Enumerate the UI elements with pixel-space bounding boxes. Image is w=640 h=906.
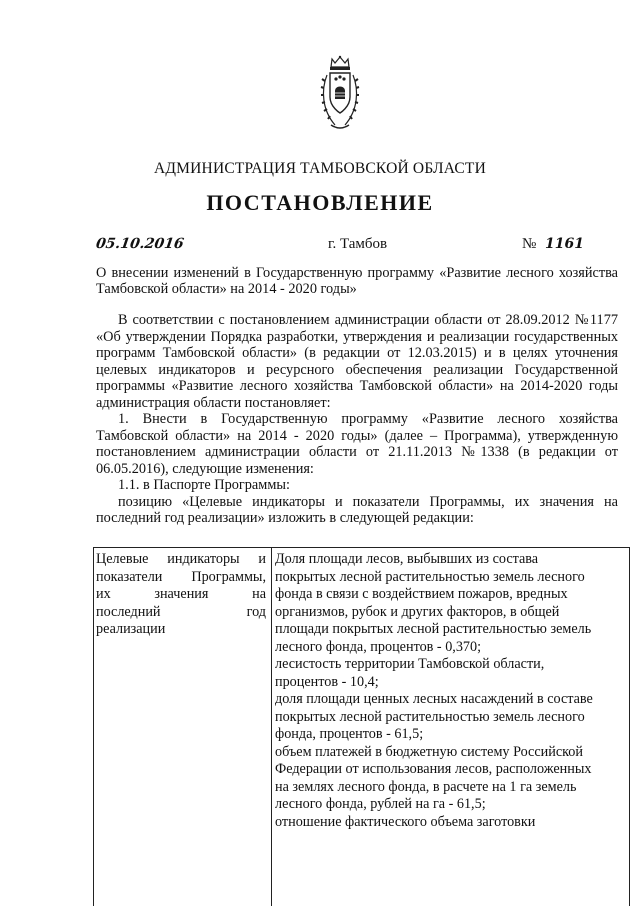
table-line: площади покрытых лесной растительностью земель: [275, 621, 592, 637]
table-line: на землях лесного фонда, в расчете на 1 га земель: [275, 778, 577, 795]
paragraph-position: позицию «Целевые индикаторы и показатели Программы, их значения на последний год реализации» изложить в следующей редакции:: [96, 493, 618, 526]
document-city: г. Тамбов: [328, 236, 388, 252]
table-line: последний год: [96, 603, 266, 620]
paragraph-item-1: 1. Внести в Государственную программу «Развитие лесного хозяйства Тамбовской области» на 2014 - 2020 годы» (далее – Программа), утвержденную постановлением администрации области от 21.11.2013 №1338 (в редакции от 06.05.2016), следующие изменения:: [96, 411, 618, 477]
tambov-coat-of-arms-icon: [319, 55, 361, 133]
paragraph-item-1-1: 1.1. в Паспорте Программы:: [118, 477, 290, 493]
paragraph-preamble: В соответствии с постановлением администрации области от 28.09.2012 №1177 «Об утверждении Порядка разработки, утверждения и реализации государственных программ Тамбовской области» (в редакции от 12.03.2015) и в целях уточнения целевых индикаторов и ресурсного обеспечения реализации Государственной программы «Развитие лесного хозяйства Тамбовской области» на 2014-2020 годы администрация области постановляет:: [96, 312, 618, 411]
document-date: 05.10.2016: [94, 236, 185, 252]
table-line: покрытых лесной растительностью земель лесного: [275, 568, 585, 585]
table-line: фонда, процентов - 61,5;: [275, 726, 424, 742]
table-line: лесного фонда, процентов - 0,370;: [275, 638, 482, 655]
passport-table: [93, 547, 630, 906]
table-column-divider: [271, 548, 272, 906]
table-line: их значения на: [96, 586, 266, 602]
document-type-title: ПОСТАНОВЛЕНИЕ: [206, 190, 434, 215]
document-body: [96, 312, 618, 527]
document-subject: О внесении изменений в Государственную программу «Развитие лесного хозяйства Тамбовской области» на 2014 - 2020 годы»: [96, 265, 618, 297]
table-line: отношение фактического объема заготовки: [275, 813, 536, 830]
table-line: показатели Программы,: [96, 568, 266, 585]
table-line: организмов, рубок и других факторов, в общей: [275, 603, 560, 620]
document-number: 1161: [545, 236, 584, 252]
table-cell-indicator-values: [275, 551, 625, 831]
table-line: Доля площади лесов, выбывших из состава: [275, 551, 539, 567]
agency-title: АДМИНИСТРАЦИЯ ТАМБОВСКОЙ ОБЛАСТИ: [154, 160, 486, 177]
document-number-label: №: [522, 236, 537, 252]
table-line: Целевые индикаторы и: [96, 551, 266, 567]
table-line: процентов - 10,4;: [275, 673, 379, 690]
table-line: фонда в связи с воздействием пожаров, вредных: [275, 586, 568, 602]
table-line: доля площади ценных лесных насаждений в составе: [275, 691, 593, 707]
table-line: лесистость территории Тамбовской области,: [275, 656, 545, 672]
table-line: лесного фонда, рублей на га - 61,5;: [275, 796, 486, 812]
table-line: объем платежей в бюджетную систему Российской: [275, 743, 583, 760]
table-line: Федерации от использования лесов, расположенных: [275, 761, 592, 777]
table-line: покрытых лесной растительностью земель лесного: [275, 708, 585, 725]
table-line: реализации: [96, 621, 166, 637]
table-cell-indicator-label: [96, 551, 266, 639]
